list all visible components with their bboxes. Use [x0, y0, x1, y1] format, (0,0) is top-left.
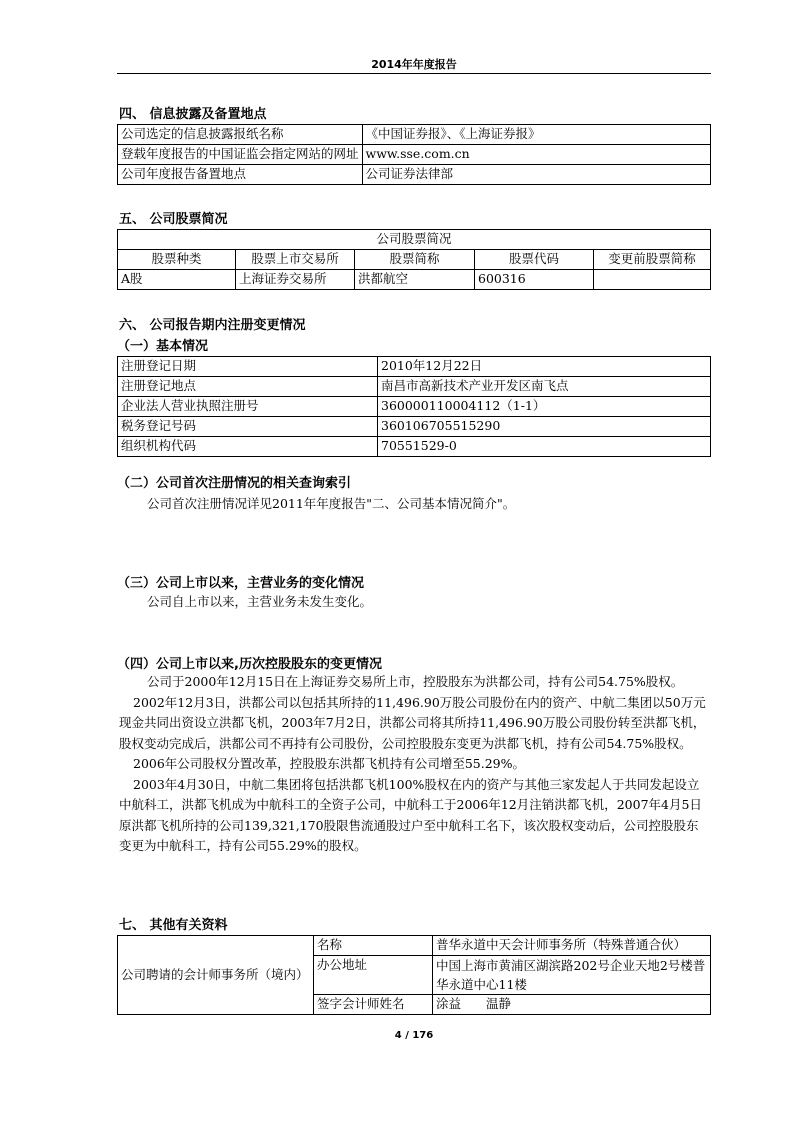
column-header: 变更前股票简称 — [594, 250, 711, 270]
cell: 600316 — [475, 270, 594, 290]
cell: 名称 — [314, 936, 433, 956]
column-header: 股票种类 — [118, 250, 236, 270]
table-row — [118, 125, 711, 145]
paragraph: 2006年公司股权分置改革，控股股东洪都飞机持有公司增至55.29%。 — [133, 756, 525, 771]
page-number: 4 / 176 — [394, 1030, 434, 1041]
column-header: 股票简称 — [355, 250, 475, 270]
cell: 普华永道中天会计师事务所（特殊普通合伙） — [433, 936, 711, 956]
column-header: 股票代码 — [475, 250, 594, 270]
table-header-row — [118, 250, 711, 270]
subsection-1-heading: （一）基本情况 — [117, 339, 209, 354]
cell — [594, 270, 711, 290]
page-header: 2014年年度报告 — [371, 58, 457, 71]
cell: 中国上海市黄浦区湖滨路202号企业天地2号楼普华永道中心11楼 — [433, 956, 711, 995]
cell: 签字会计师姓名 — [314, 995, 433, 1015]
table-row — [118, 145, 711, 165]
cell: 公司年度报告备置地点 — [118, 165, 363, 185]
table-row — [118, 270, 711, 290]
table-row — [118, 936, 711, 956]
accounting-firm-table — [117, 935, 711, 1015]
cell: 公司选定的信息披露报纸名称 — [118, 125, 363, 145]
paragraph: 2003年4月30日，中航二集团将包括洪都飞机100%股权在内的资产与其他三家发起人于共同发起设立中航科工，洪都飞机成为中航科工的全资子公司，中航科工于2006年12月注销洪都飞机，2007年4月5日原洪都飞机所持的公司139,321,170股限售流通股过户至中航科工名下，该次股权变动后，公司控股股东变更为中航科工，持有公司55.29%的股权。 — [119, 776, 702, 853]
registration-table — [117, 356, 711, 457]
cell: 注册登记日期 — [118, 357, 378, 377]
section-4-heading: 四、 信息披露及备置地点 — [119, 107, 267, 122]
section-5-heading: 五、 公司股票简况 — [119, 212, 228, 227]
cell: 70551529-0 — [378, 437, 711, 457]
table-row — [118, 165, 711, 185]
subsection-3-text: 公司自上市以来，主营业务未发生变化。 — [147, 594, 373, 609]
cell: 办公地址 — [314, 956, 433, 995]
cell: 税务登记号码 — [118, 417, 378, 437]
subsection-2-text: 公司首次注册情况详见2011年年度报告"二、公司基本情况简介"。 — [147, 496, 516, 511]
table-row — [118, 397, 711, 417]
subsection-3-heading: （三）公司上市以来，主营业务的变化情况 — [117, 576, 365, 591]
cell: 洪都航空 — [355, 270, 475, 290]
cell: 《中国证券报》、《上海证券报》 — [362, 125, 710, 145]
table-row — [118, 417, 711, 437]
table-row — [118, 377, 711, 397]
header-rule — [117, 73, 711, 74]
table-row — [118, 357, 711, 377]
subsection-4-heading: （四）公司上市以来,历次控股股东的变更情况 — [117, 657, 382, 672]
cell: 涂益 温静 — [433, 995, 711, 1015]
table-row — [118, 437, 711, 457]
cell: www.sse.com.cn — [362, 145, 710, 165]
cell: 2010年12月22日 — [378, 357, 711, 377]
cell: 南昌市高新技术产业开发区南飞点 — [378, 377, 711, 397]
subsection-2-heading: （二）公司首次注册情况的相关查询索引 — [117, 476, 352, 491]
cell: 360000110004112（1-1） — [378, 397, 711, 417]
paragraph: 2002年12月3日，洪都公司以包括其所持的11,496.90万股公司股份在内的资产、中航二集团以50万元现金共同出资设立洪都飞机，2003年7月2日，洪都公司将其所持11,496.90万股公司股份转至洪都飞机，股权变动完成后，洪都公司不再持有公司股份，公司控股股东变更为洪都飞机，持有公司54.75%股权。 — [119, 694, 706, 751]
column-header: 股票上市交易所 — [236, 250, 355, 270]
disclosure-table — [117, 124, 711, 185]
paragraph: 公司于2000年12月15日在上海证券交易所上市，控股股东为洪都公司，持有公司54.75%股权。 — [147, 674, 684, 689]
cell: 公司证券法律部 — [362, 165, 710, 185]
cell: 组织机构代码 — [118, 437, 378, 457]
cell: 上海证券交易所 — [236, 270, 355, 290]
cell: 登载年度报告的中国证监会指定网站的网址 — [118, 145, 363, 165]
cell: 注册登记地点 — [118, 377, 378, 397]
subsection-4-body — [119, 672, 709, 857]
table-title: 公司股票简况 — [118, 230, 711, 250]
cell: 公司聘请的会计师事务所（境内） — [118, 936, 314, 1015]
section-6-heading: 六、 公司报告期内注册变更情况 — [119, 318, 306, 333]
cell: 360106705515290 — [378, 417, 711, 437]
cell: 企业法人营业执照注册号 — [118, 397, 378, 417]
section-7-heading: 七、 其他有关资料 — [119, 918, 228, 933]
stock-table — [117, 229, 711, 290]
cell: A股 — [118, 270, 236, 290]
